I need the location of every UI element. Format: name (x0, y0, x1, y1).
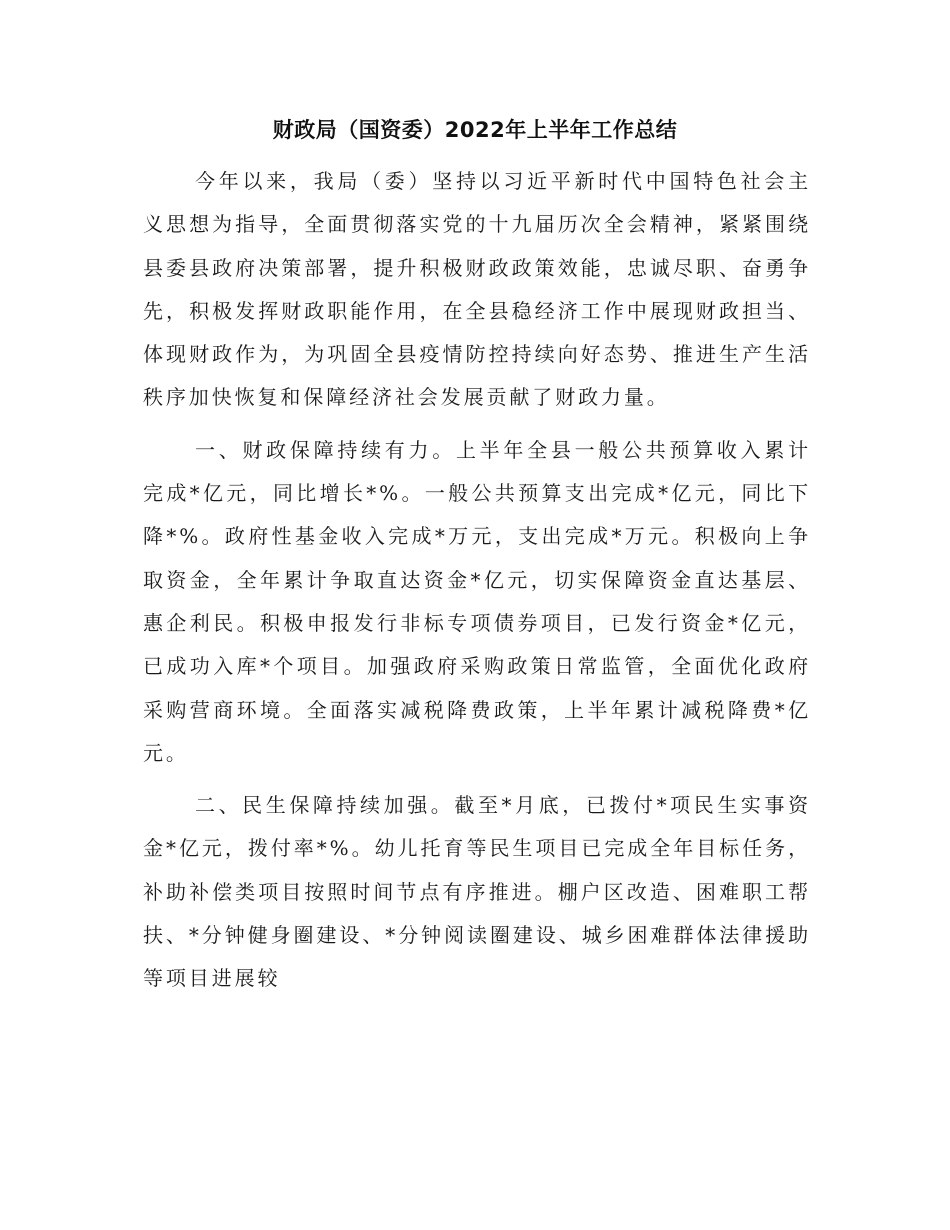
paragraph-fiscal-guarantee: 一、财政保障持续有力。上半年全县一般公共预算收入累计完成*亿元，同比增长*%。一般公共预算支出完成*亿元，同比下降*%。政府性基金收入完成*万元，支出完成*万元。积极向上争取资金，全年累计争取直达资金*亿元，切实保障资金直达基层、惠企利民。积极申报发行非标专项债券项目，已发行资金*亿元，已成功入库*个项目。加强政府采购政策日常监管，全面优化政府采购营商环境。全面落实减税降费政策，上半年累计减税降费*亿元。 (143, 437, 811, 765)
document-title: 财政局（国资委）2022年上半年工作总结 (272, 118, 678, 142)
paragraph-intro: 今年以来，我局（委）坚持以习近平新时代中国特色社会主义思想为指导，全面贯彻落实党的十九届历次全会精神，紧紧围绕县委县政府决策部署，提升积极财政政策效能，忠诚尽职、奋勇争先，积极发挥财政职能作用，在全县稳经济工作中展现财政担当、体现财政作为，为巩固全县疫情防控持续向好态势、推进生产生活秩序加快恢复和保障经济社会发展贡献了财政力量。 (143, 169, 811, 410)
paragraph-livelihood-guarantee: 二、民生保障持续加强。截至*月底，已拨付*项民生实事资金*亿元，拨付率*%。幼儿托育等民生项目已完成全年目标任务，补助补偿类项目按照时间节点有序推进。棚户区改造、困难职工帮扶、*分钟健身圈建设、*分钟阅读圈建设、城乡困难群体法律援助等项目进展较 (143, 793, 811, 991)
document-body (143, 160, 811, 1001)
